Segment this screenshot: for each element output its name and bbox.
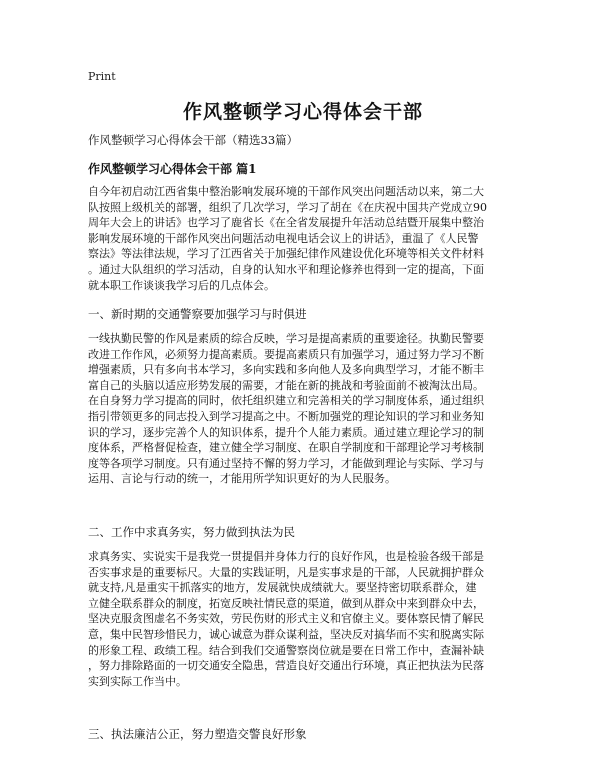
text-line: 队按照上级机关的部署，组织了几次学习，学习了胡在《在庆祝中国共产党成立90 <box>88 200 487 214</box>
document-title: 作风整顿学习心得体会干部 <box>182 101 423 123</box>
text-line: 增强素质，只有多向书本学习，多向实践和多向他人及多向典型学习，才能不断丰 <box>88 363 484 377</box>
text-line: 改进工作作风，必须努力提高素质。要提高素质只有加强学习，通过努力学习不断 <box>88 347 484 361</box>
text-line: 否实事求是的重要标尺。大量的实践证明，凡是实事求是的干部，人民就拥护群众 <box>88 565 484 579</box>
subheading-1: 一、新时期的交通警察要加强学习与时俱进 <box>88 307 307 321</box>
text-line: 富自己的头脑以适应形势发展的需要，才能在新的挑战和考验面前不被淘汰出局。 <box>88 378 484 392</box>
paragraph-practical <box>88 549 518 689</box>
text-line: ，努力排除路面的一切交通安全隐患，营造良好交通出行环境，真正把执法为民落 <box>88 659 484 673</box>
text-line: 实到实际工作当中。 <box>88 674 187 688</box>
text-line: 度体系，严格督促检查，建立健全学习制度、在职自学制度和干部理论学习考核制 <box>88 441 484 455</box>
text-line: 一线执勤民警的作风是素质的综合反映，学习是提高素质的重要途径。执勤民警要 <box>88 332 484 345</box>
text-line: 察法》等法律法规，学习了江西省关于加强纪律作风建设优化环境等相关文件材料 <box>88 247 484 261</box>
text-line: 。通过大队组织的学习活动，自身的认知水平和理论修养也得到一定的提高，下面 <box>88 262 484 276</box>
text-line: 识的学习，逐步完善个人的知识体系，提升个人能力素质。通过建立理论学习的制 <box>88 425 484 439</box>
text-line: 立健全联系群众的制度，拓宽反映社情民意的渠道，做到从群众中来到群众中去， <box>88 596 484 610</box>
subheading-2: 二、工作中求真务实，努力做到执法为民 <box>88 525 295 539</box>
text-line: 的形象工程、政绩工程。结合到我们交通警察岗位就是要在日常工作中，查漏补缺 <box>88 643 484 657</box>
text-line: 就本职工作谈谈我学习后的几点体会。 <box>88 278 275 292</box>
text-line: 坚决克服贪图虚名不务实效，劳民伤财的形式主义和官僚主义。要体察民情了解民 <box>88 612 484 626</box>
text-line: 自今年初启动江西省集中整治影响发展环境的干部作风突出问题活动以来，第二大 <box>88 185 484 198</box>
document-subtitle: 作风整顿学习心得体会干部（精选33篇） <box>88 133 299 147</box>
section-heading: 作风整顿学习心得体会干部 篇1 <box>88 162 257 176</box>
text-line: 求真务实、实说实干是我党一贯提倡并身体力行的良好作风，也是检验各级干部是 <box>88 550 484 563</box>
print-label[interactable]: Print <box>88 70 116 83</box>
text-line: 运用、言论与行动的统一，才能用所学知识更好的为人民服务。 <box>88 472 396 486</box>
text-line: 就支持,凡是重实干抓落实的地方，发展就快成绩就大。要坚持密切联系群众，建 <box>88 581 477 595</box>
text-line: 周年大会上的讲话》也学习了鹿省长《在全省发展提升年活动总结暨开展集中整治 <box>88 216 484 230</box>
paragraph-intro <box>88 184 518 293</box>
paragraph-study <box>88 331 518 487</box>
text-line: 在自身努力学习提高的同时，依托组织建立和完善相关的学习制度体系，通过组织 <box>88 394 484 408</box>
text-line: 指引带领更多的同志投入到学习提高之中。不断加强党的理论知识的学习和业务知 <box>88 409 484 423</box>
text-line: 意，集中民智珍惜民力，诚心诚意为群众谋利益，坚决反对搞华而不实和脱离实际 <box>88 627 484 641</box>
text-line: 影响发展环境的干部作风突出问题活动电视电话会议上的讲话》，重温了《人民警 <box>88 231 479 245</box>
text-line: 度等各项学习制度。只有通过坚持不懈的努力学习，才能做到理论与实际、学习与 <box>88 456 484 470</box>
subheading-3: 三、执法廉洁公正，努力塑造交警良好形象 <box>88 727 307 741</box>
